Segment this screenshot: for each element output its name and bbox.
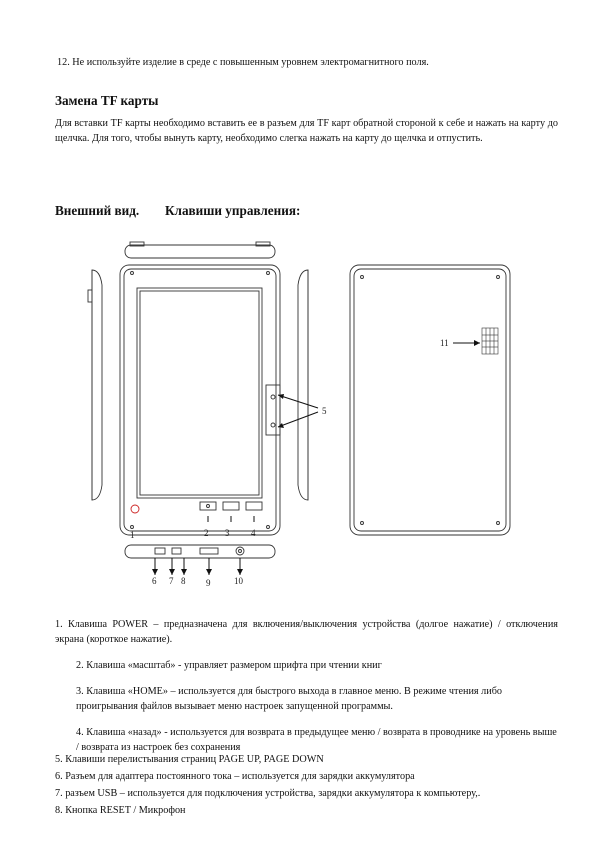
- device-right-side-view: [298, 270, 308, 500]
- callout-1: 1: [130, 530, 135, 540]
- callout-5: 5: [322, 406, 327, 416]
- device-left-side-view: [88, 270, 102, 500]
- section-title-control-keys: Клавиши управления:: [165, 203, 301, 218]
- callout-8: 8: [181, 576, 186, 586]
- tf-card-instructions: Для вставки TF карты необходимо вставить ее в разъем для TF карт обратной стороной к себе и нажать на карту до щелчка. Для того, чтобы вынуть карту, необходимо слегка нажать на карту до щелчка и отпустить.: [55, 118, 558, 144]
- key-item-7: 7. разъем USB – используется для подключения устройства, зарядки аккумулятора к компьютеру,.: [55, 788, 481, 799]
- device-top-view: [125, 242, 275, 258]
- callout-arrowheads: [152, 340, 480, 575]
- section-title-tf-card: Замена TF карты: [55, 93, 159, 108]
- key-item-3: 3. Клавиша «HOME» – используется для быстрого выхода в главное меню. В режиме чтения либо проигрывания файлов вызывает меню настроек запущенной программы.: [76, 686, 502, 712]
- key-item-6: 6. Разъем для адаптера постоянного тока – используется для зарядки аккумулятора: [55, 771, 415, 782]
- callout-7: 7: [169, 576, 174, 586]
- section-title-appearance: Внешний вид.: [55, 203, 140, 218]
- key-item-4: 4. Клавиша «назад» - используется для возврата в предыдущее меню / возврата в проводнике на уровень выше / возврата из настроек без сохранения: [76, 727, 557, 753]
- callout-4: 4: [251, 528, 256, 538]
- device-bottom-view: [125, 545, 275, 558]
- note-item-12: 12. Не используйте изделие в среде с повышенным уровнем электромагнитного поля.: [57, 57, 429, 68]
- callout-3: 3: [225, 528, 230, 538]
- callout-arrows: [155, 343, 480, 575]
- key-item-8: 8. Кнопка RESET / Микрофон: [55, 805, 186, 816]
- key-item-1: 1. Клавиша POWER – предназначена для включения/выключения устройства (долгое нажатие) / отключения экрана (короткое нажатие).: [55, 619, 558, 645]
- callout-2: 2: [204, 528, 209, 538]
- callout-6: 6: [152, 576, 157, 586]
- power-button-icon: [131, 505, 139, 513]
- device-diagram: [80, 240, 520, 590]
- callout-10: 10: [234, 576, 243, 586]
- device-front-view: [120, 265, 280, 535]
- callout-9: 9: [206, 578, 211, 588]
- key-item-5: 5. Клавиши перелистывания страниц PAGE UP, PAGE DOWN: [55, 754, 324, 765]
- microphone-grille-icon: [482, 328, 498, 354]
- device-back-view: [350, 265, 510, 535]
- callout-11: 11: [440, 338, 449, 348]
- key-item-2: 2. Клавиша «масштаб» - управляет размером шрифта при чтении книг: [76, 660, 382, 671]
